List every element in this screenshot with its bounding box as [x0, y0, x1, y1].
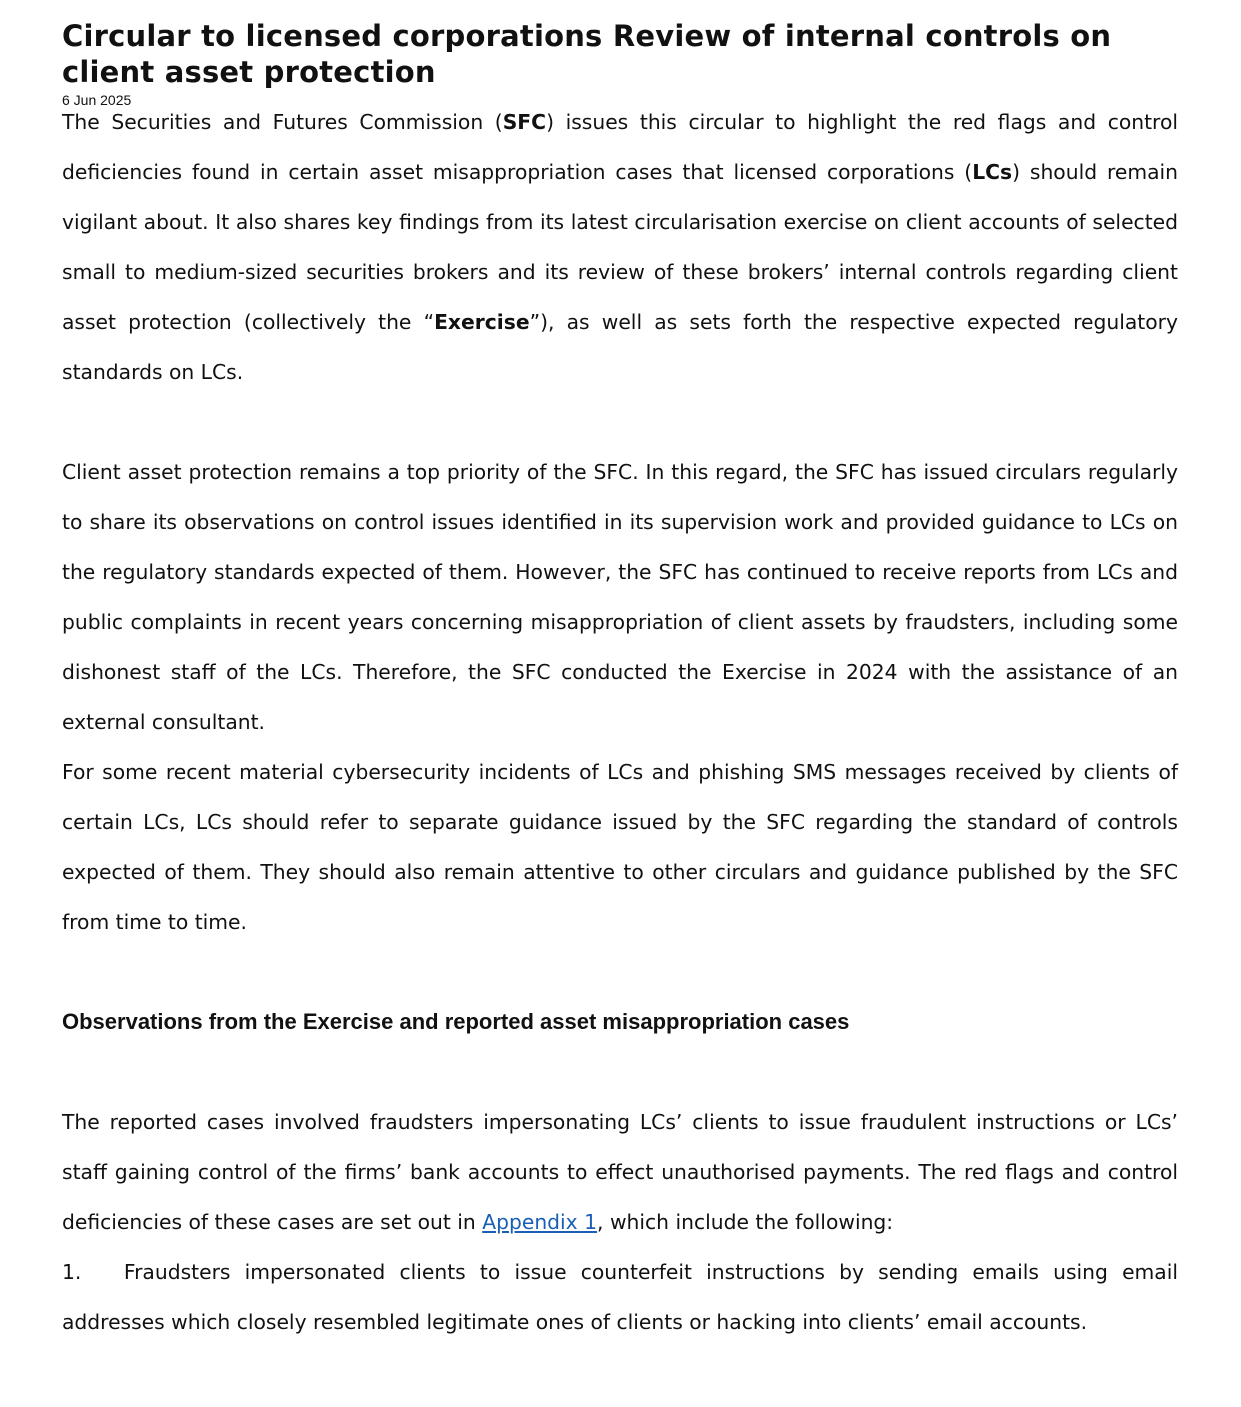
page-title: Circular to licensed corporations Review of internal controls on client asset protection [62, 19, 1112, 89]
publish-date: 6 Jun 2025 [62, 92, 132, 108]
section-heading: Observations from the Exercise and reported asset misappropriation cases [62, 1009, 850, 1034]
intro-text-4: ”), as well as sets forth the respective expected regulatory standards on LCs. [62, 310, 1178, 384]
intro-text-1: The Securities and Futures Commission ( [62, 110, 503, 134]
document-page [62, 18, 1178, 1347]
priority-paragraph: Client asset protection remains a top priority of the SFC. In this regard, the SFC has issued circulars regularly to share its observations on control issues identified in its supervision work and provided guidance to LCs on the regulatory standards expected of them. However, the SFC has continued to receive reports from LCs and public complaints in recent years concerning misappropriation of client assets by fraudsters, including some dishonest staff of the LCs. Therefore, the SFC conducted the Exercise in 2024 with the assistance of an external consultant. [62, 460, 1178, 734]
cases-text-2: , which include the following: [597, 1210, 894, 1234]
appendix-1-link[interactable]: Appendix 1 [482, 1210, 598, 1234]
intro-text-2: ) issues this circular to highlight the red flags and control deficiencies found in certain asset misappropriation cases that licensed corporations ( [62, 110, 1178, 184]
list-item [62, 1247, 1178, 1347]
intro-paragraph [62, 97, 1178, 397]
intro-bold-exercise: Exercise [434, 310, 530, 334]
paragraph-spacer [62, 1047, 1178, 1097]
intro-bold-lcs: LCs [972, 160, 1013, 184]
paragraph-spacer [62, 397, 1178, 447]
cases-text-1: The reported cases involved fraudsters impersonating LCs’ clients to issue fraudulent instructions or LCs’ staff gaining control of the firms’ bank accounts to effect unauthorised payments. The red flags and control deficiencies of these cases are set out in [62, 1110, 1178, 1234]
cybersecurity-paragraph: For some recent material cybersecurity incidents of LCs and phishing SMS messages received by clients of certain LCs, LCs should refer to separate guidance issued by the SFC regarding the standard of controls expected of them. They should also remain attentive to other circulars and guidance published by the SFC from time to time. [62, 760, 1178, 934]
intro-text-3: ) should remain vigilant about. It also shares key findings from its latest circularisation exercise on client accounts of selected small to medium-sized securities brokers and its review of these brokers’ internal controls regarding client asset protection (collectively the “ [62, 160, 1178, 334]
list-item-number: 1. [62, 1260, 82, 1284]
list-item-text: Fraudsters impersonated clients to issue counterfeit instructions by sending emails using email addresses which closely resembled legitimate ones of clients or hacking into clients’ email accounts. [62, 1260, 1178, 1334]
paragraph-spacer [62, 947, 1178, 997]
cases-paragraph [62, 1097, 1178, 1247]
intro-bold-sfc: SFC [502, 110, 547, 134]
